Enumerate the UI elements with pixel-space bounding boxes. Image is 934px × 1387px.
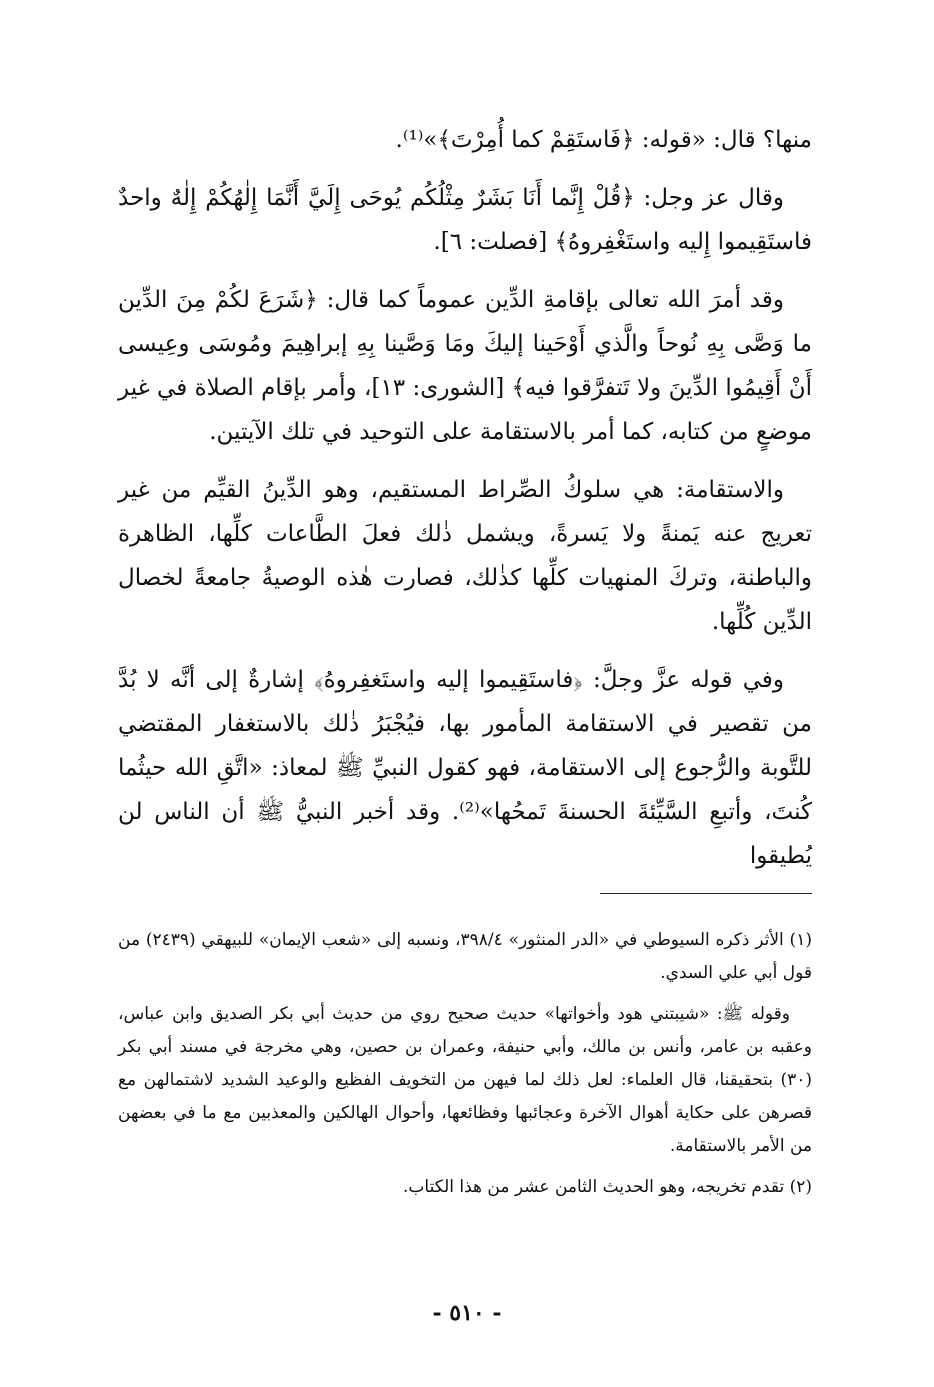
footnote-1: (١) الأثر ذكره السيوطي في «الدر المنثور» ٣٩٨/٤، ونسبه إلى «شعب الإيمان» للبيهقي (٢٤٣٩) من قول أبي علي السدي. [118, 930, 812, 983]
footnote-divider [600, 893, 812, 894]
footnote-1-continued: وقوله ﷺ: «شيبتني هود وأخواتها» حديث صحيح روي من حديث أبي بكر الصديق وابن عباس، وعقبه بن عامر، وأنس بن مالك، وأبي حنيفة، وعمران بن حصين، وهي مخرجة في مسند أبي بكر (٣٠) بتحقيقنا، قال العلماء: لعل ذلك لما فيهن من التخويف الفظيع والوعيد الشديد لاشتمالهن مع قصرهن على حكاية أهوال الآخرة وعجائبها وفظائعها، وأحوال الهالكين والمعذبين مع ما في بعضهن من الأمر بالاستقامة. [118, 1004, 812, 1156]
footnote-2: (٢) تقدم تخريجه، وهو الحديث الثامن عشر من هذا الكتاب. [402, 1177, 812, 1197]
paragraph-2: وقال عز وجل: ﴿قُلْ إِنَّما أَنَا بَشَرٌ مِثْلُكُم يُوحَى إِلَيَّ أَنَّمَا إِلٰهُكُمْ إِلٰهٌ واحدٌ فاستَقِيموا إِليه واستَغْفِروهُ﴾ [فصلت: ٦]. [118, 185, 812, 255]
page-number: - ٥١٠ - [432, 1300, 502, 1326]
paragraph-4: والاستقامة: هي سلوكُ الصِّراط المستقيم، وهو الدِّينُ القيِّم من غير تعريج عنه يَمنةً ولا يَسرةً، ويشمل ذٰلك فعلَ الطَّاعات كلِّها، الظاهرة والباطنة، وتركَ المنهيات كلِّها كذٰلك، فصارت هٰذه الوصيةُ جامعةً لخصال الدِّين كُلِّها. [118, 477, 812, 635]
paragraph-1: منها؟ قال: «قوله: ﴿فَاستَقِمْ كما أُمِرْتَ﴾»⁽¹⁾. [395, 127, 812, 153]
footnotes [118, 924, 812, 1212]
main-text [118, 118, 812, 892]
paragraph-5: وفي قوله عزَّ وجلَّ: ﴿فاستَقِيموا إليه واستَغفِروهُ﴾ إشارةٌ إلى أنَّه لا بُدَّ من تقصير في الاستقامة المأمور بها، فيُجْبَرُ ذٰلك بالاستغفار المقتضي للتَّوبة والرُّجوع إلى الاستقامة، فهو كقول النبيِّ ﷺ لمعاذ: «اتَّقِ الله حيثُما كُنتَ، وأتبعِ السَّيِّئةَ الحسنةَ تَمحُها»⁽²⁾. وقد أخبر النبيُّ ﷺ أن الناس لن يُطيقوا [118, 667, 812, 869]
paragraph-3: وقد أمرَ الله تعالى بإقامةِ الدِّين عموماً كما قال: ﴿شَرَعَ لكُمْ مِنَ الدِّين ما وَصَّى بِهِ نُوحاً والَّذي أَوْحَينا إليكَ ومَا وَصَّينا بِهِ إبراهِيمَ ومُوسَى وعِيسى أَنْ أَقِيمُوا الدِّينَ ولا تَتفرَّقوا فيه﴾ [الشورى: ١٣]، وأمر بإقام الصلاة في غير موضعٍ من كتابه، كما أمر بالاستقامة على التوحيد في تلك الآيتين. [118, 287, 812, 445]
